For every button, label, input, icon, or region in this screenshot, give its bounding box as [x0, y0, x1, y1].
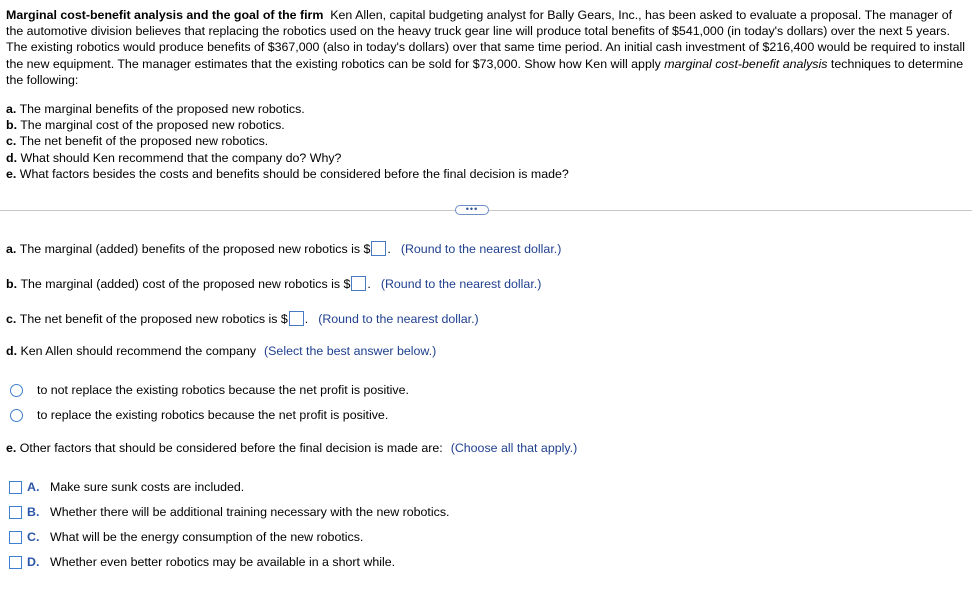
radio-option-not-replace[interactable]	[10, 383, 409, 397]
question-letter: d.	[6, 150, 18, 165]
question-text: The marginal cost of the proposed new robotics.	[20, 118, 285, 133]
question-text: What factors besides the costs and benefits should be considered before the final decision is made?	[19, 166, 569, 181]
question-item	[6, 117, 569, 133]
problem-body-end: techniques to determine the following:	[6, 56, 964, 87]
rounding-hint: (Round to the nearest dollar.)	[380, 276, 542, 291]
option-text: Whether even better robotics may be available in a short while.	[50, 555, 396, 569]
radio-button[interactable]	[10, 409, 23, 422]
question-text: The net benefit of the proposed new robotics.	[19, 134, 269, 149]
question-letter: a.	[6, 102, 17, 116]
option-letter: C.	[27, 530, 40, 544]
question-letter: b.	[6, 118, 18, 133]
checkbox[interactable]	[9, 481, 22, 494]
answer-b: b. The marginal (added) cost of the proposed new robotics is $ . (Round to the nearest dollar.)	[6, 276, 542, 291]
checkbox-option-c[interactable]	[9, 530, 363, 544]
checkbox[interactable]	[9, 531, 22, 544]
answer-d	[6, 344, 436, 358]
answer-e	[6, 441, 577, 455]
option-text: Make sure sunk costs are included.	[50, 480, 245, 494]
question-text: The marginal benefits of the proposed new robotics.	[19, 102, 305, 116]
marginal-cost-input[interactable]	[351, 276, 366, 291]
marginal-benefits-input[interactable]	[371, 241, 386, 256]
option-letter: B.	[27, 505, 40, 519]
rounding-hint: (Round to the nearest dollar.)	[318, 311, 479, 326]
question-text: What should Ken recommend that the company do? Why?	[20, 150, 342, 165]
question-letter: e.	[6, 166, 17, 181]
answer-letter: e.	[6, 441, 17, 455]
problem-body: Ken Allen, capital budgeting analyst for Bally Gears, Inc., has been asked to evaluate a proposal. The manager of the automotive division believes that replacing the robotics used on the heavy truck gear line will produce total benefits of $541,000 (in today's dollars) over the next 5 years. The existing robotics would produce benefits of $367,000 (also in today's dollars) over that same time period. An initial cash investment of $216,400 would be required to install the new equipment. The manager estimates that the existing robotics can be sold for $73,000. Show how Ken will apply	[6, 8, 966, 71]
answer-letter: c.	[6, 311, 17, 326]
checkbox[interactable]	[9, 556, 22, 569]
option-text: Whether there will be additional training necessary with the new robotics.	[50, 505, 450, 519]
question-list	[6, 101, 569, 182]
answer-letter: b.	[6, 276, 18, 291]
problem-title: Marginal cost-benefit analysis and the goal of the firm	[6, 8, 324, 22]
option-letter: A.	[27, 480, 40, 494]
problem-statement	[6, 7, 968, 88]
question-item	[6, 133, 569, 149]
choose-hint: (Choose all that apply.)	[450, 441, 578, 455]
select-hint: (Select the best answer below.)	[264, 344, 437, 358]
option-letter: D.	[27, 555, 40, 569]
answer-text: The net benefit of the proposed new robotics is $	[19, 311, 288, 326]
radio-option-replace[interactable]	[10, 408, 388, 422]
question-item	[6, 166, 569, 182]
checkbox-option-b[interactable]	[9, 505, 449, 519]
rounding-hint: (Round to the nearest dollar.)	[400, 241, 562, 256]
radio-label: to replace the existing robotics because the net profit is positive.	[37, 408, 389, 422]
question-item	[6, 101, 569, 117]
answer-text: The marginal (added) cost of the proposed new robotics is $	[20, 276, 351, 291]
answer-letter: a.	[6, 241, 17, 256]
checkbox-option-d[interactable]	[9, 555, 395, 569]
radio-button[interactable]	[10, 384, 23, 397]
option-text: What will be the energy consumption of the new robotics.	[50, 530, 364, 544]
answer-letter: d.	[6, 344, 18, 358]
net-benefit-input[interactable]	[289, 311, 304, 326]
checkbox[interactable]	[9, 506, 22, 519]
answer-text: The marginal (added) benefits of the proposed new robotics is $	[19, 241, 371, 256]
expand-more-button[interactable]: •••	[455, 205, 489, 215]
answer-a: a. The marginal (added) benefits of the proposed new robotics is $ . (Round to the nearest dollar.)	[6, 241, 562, 256]
answer-text: Ken Allen should recommend the company	[20, 344, 257, 358]
problem-emphasis: marginal cost-benefit analysis	[664, 56, 828, 71]
question-letter: c.	[6, 134, 17, 149]
answer-text: Other factors that should be considered before the final decision is made are:	[19, 441, 443, 455]
answer-c: c. The net benefit of the proposed new robotics is $ . (Round to the nearest dollar.)	[6, 311, 479, 326]
checkbox-option-a[interactable]	[9, 480, 244, 494]
question-item	[6, 150, 569, 166]
radio-label: to not replace the existing robotics because the net profit is positive.	[37, 383, 409, 397]
